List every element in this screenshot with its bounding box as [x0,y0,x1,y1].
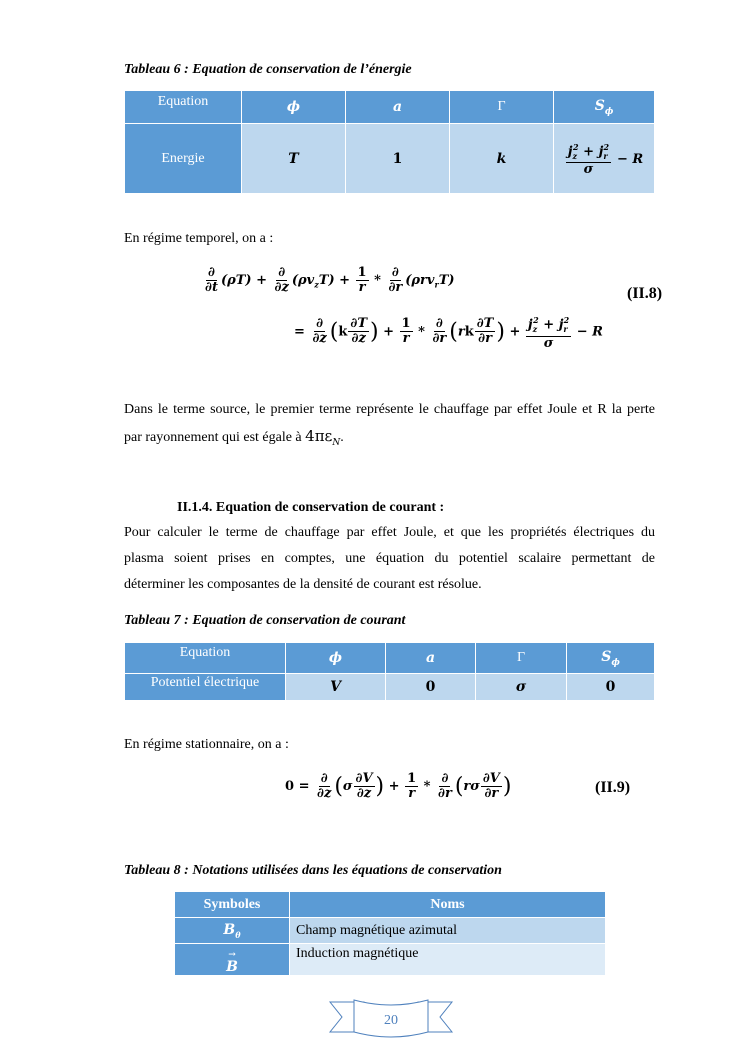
table8-name-champ: Champ magnétique azimutal [290,918,606,944]
table6-cell-gamma: k [450,124,554,194]
paragraph-courant-line1: Pour calculer le terme de chauffage par effet Joule, et que les propriétés électriques du [124,525,655,540]
table6-row-label: Energie [125,124,242,194]
table6-header-source [554,91,655,124]
table6-cell-source: $\frac{j_z^2 + j_r^2}{\sigma}$ − R [554,124,655,194]
paragraph-courant [124,520,655,598]
equation-II8-line1: $\frac{\partial}{\partial t}$ (ρT) + $\frac{\partial}{\partial z}$ $(\rho v_zT)$ + $\frac{1}{r}$ * $\frac{\partial}{\partial r}$ (ρrv$_r$T) [205,265,455,295]
table7-header-source [567,643,655,674]
equation-II8-line2: = $\frac{\partial}{\partial z}$ (k $\frac{\partial T}{\partial z}$ ) + $\frac{1}{r}$ * $\frac{\partial}{\partial r}$ (rk $\frac{\partial T}{\partial r}$ ) + $\frac{j_z^2 + j_r^2}{\sigma}$ − R [294,315,603,351]
table7-row-label: Potentiel électrique [125,674,286,701]
table7 [124,642,655,701]
table6-caption: Tableau 6 : Equation de conservation de l’énergie [124,62,412,77]
table6-cell-phi: T [242,124,346,194]
table6-header-a: a [346,91,450,124]
table6-header-equation: Equation [125,91,242,124]
table7-cell-a: 0 [386,674,476,701]
table7-header-gamma: Γ [476,643,567,674]
text-regime-stationnaire: En régime stationnaire, on a : [124,737,289,752]
table8-caption: Tableau 8 : Notations utilisées dans les équations de conservation [124,863,502,878]
table8 [174,891,606,976]
table7-cell-source: 0 [567,674,655,701]
equation-II9-number: (II.9) [595,779,631,796]
table7-header-a: a [386,643,476,674]
table8-symbol-bvec: → B [175,944,290,976]
equation-II8-number: (II.8) [627,285,663,302]
table8-symbol-btheta: $B_\theta$ [175,918,290,944]
table8-name-induction: Induction magnétique [290,944,606,976]
table6 [124,90,655,194]
paragraph-courant-line2: plasma soient prises en comptes, une équation du potentiel scalaire permettant de [124,551,655,566]
table7-caption: Tableau 7 : Equation de conservation de courant [124,613,406,628]
paragraph-source-line1: Dans le terme source, le premier terme représente le chauffage par effet Joule et R la perte [124,402,655,417]
text-regime-temporel: En régime temporel, on a : [124,231,274,246]
table6-header-gamma: Γ [450,91,554,124]
page-number: 20 [384,1013,398,1028]
table7-cell-phi: V [286,674,386,701]
equation-II9: 0 = $\frac{\partial}{\partial z}$ (σ $\frac{\partial V}{\partial z}$ ) + $\frac{1}{r}$ * $\frac{\partial}{\partial r}$ (rσ $\frac{\partial V}{\partial r}$ ) [285,771,512,801]
section-title: II.1.4. Equation de conservation de courant : [177,500,445,515]
table8-header-symboles: Symboles [175,892,290,918]
table6-header-s: S [594,97,605,114]
table7-header-s: S [601,648,612,665]
table8-header-noms: Noms [290,892,606,918]
table7-header-s-sub: ϕ [611,657,620,668]
table6-header-phi: ϕ [242,91,346,124]
table7-cell-gamma: σ [476,674,567,701]
table6-header-s-sub: ϕ [604,106,614,117]
table7-header-equation: Equation [125,643,286,674]
table6-cell-a: 1 [346,124,450,194]
paragraph-source-term [124,397,655,456]
paragraph-source-line2: par rayonnement qui est égale à $4\pi\varepsilon_N$. [124,427,344,448]
table7-header-phi: ϕ [286,643,386,674]
paragraph-courant-line3: déterminer les composantes de la densité de courant est résolue. [124,577,482,592]
